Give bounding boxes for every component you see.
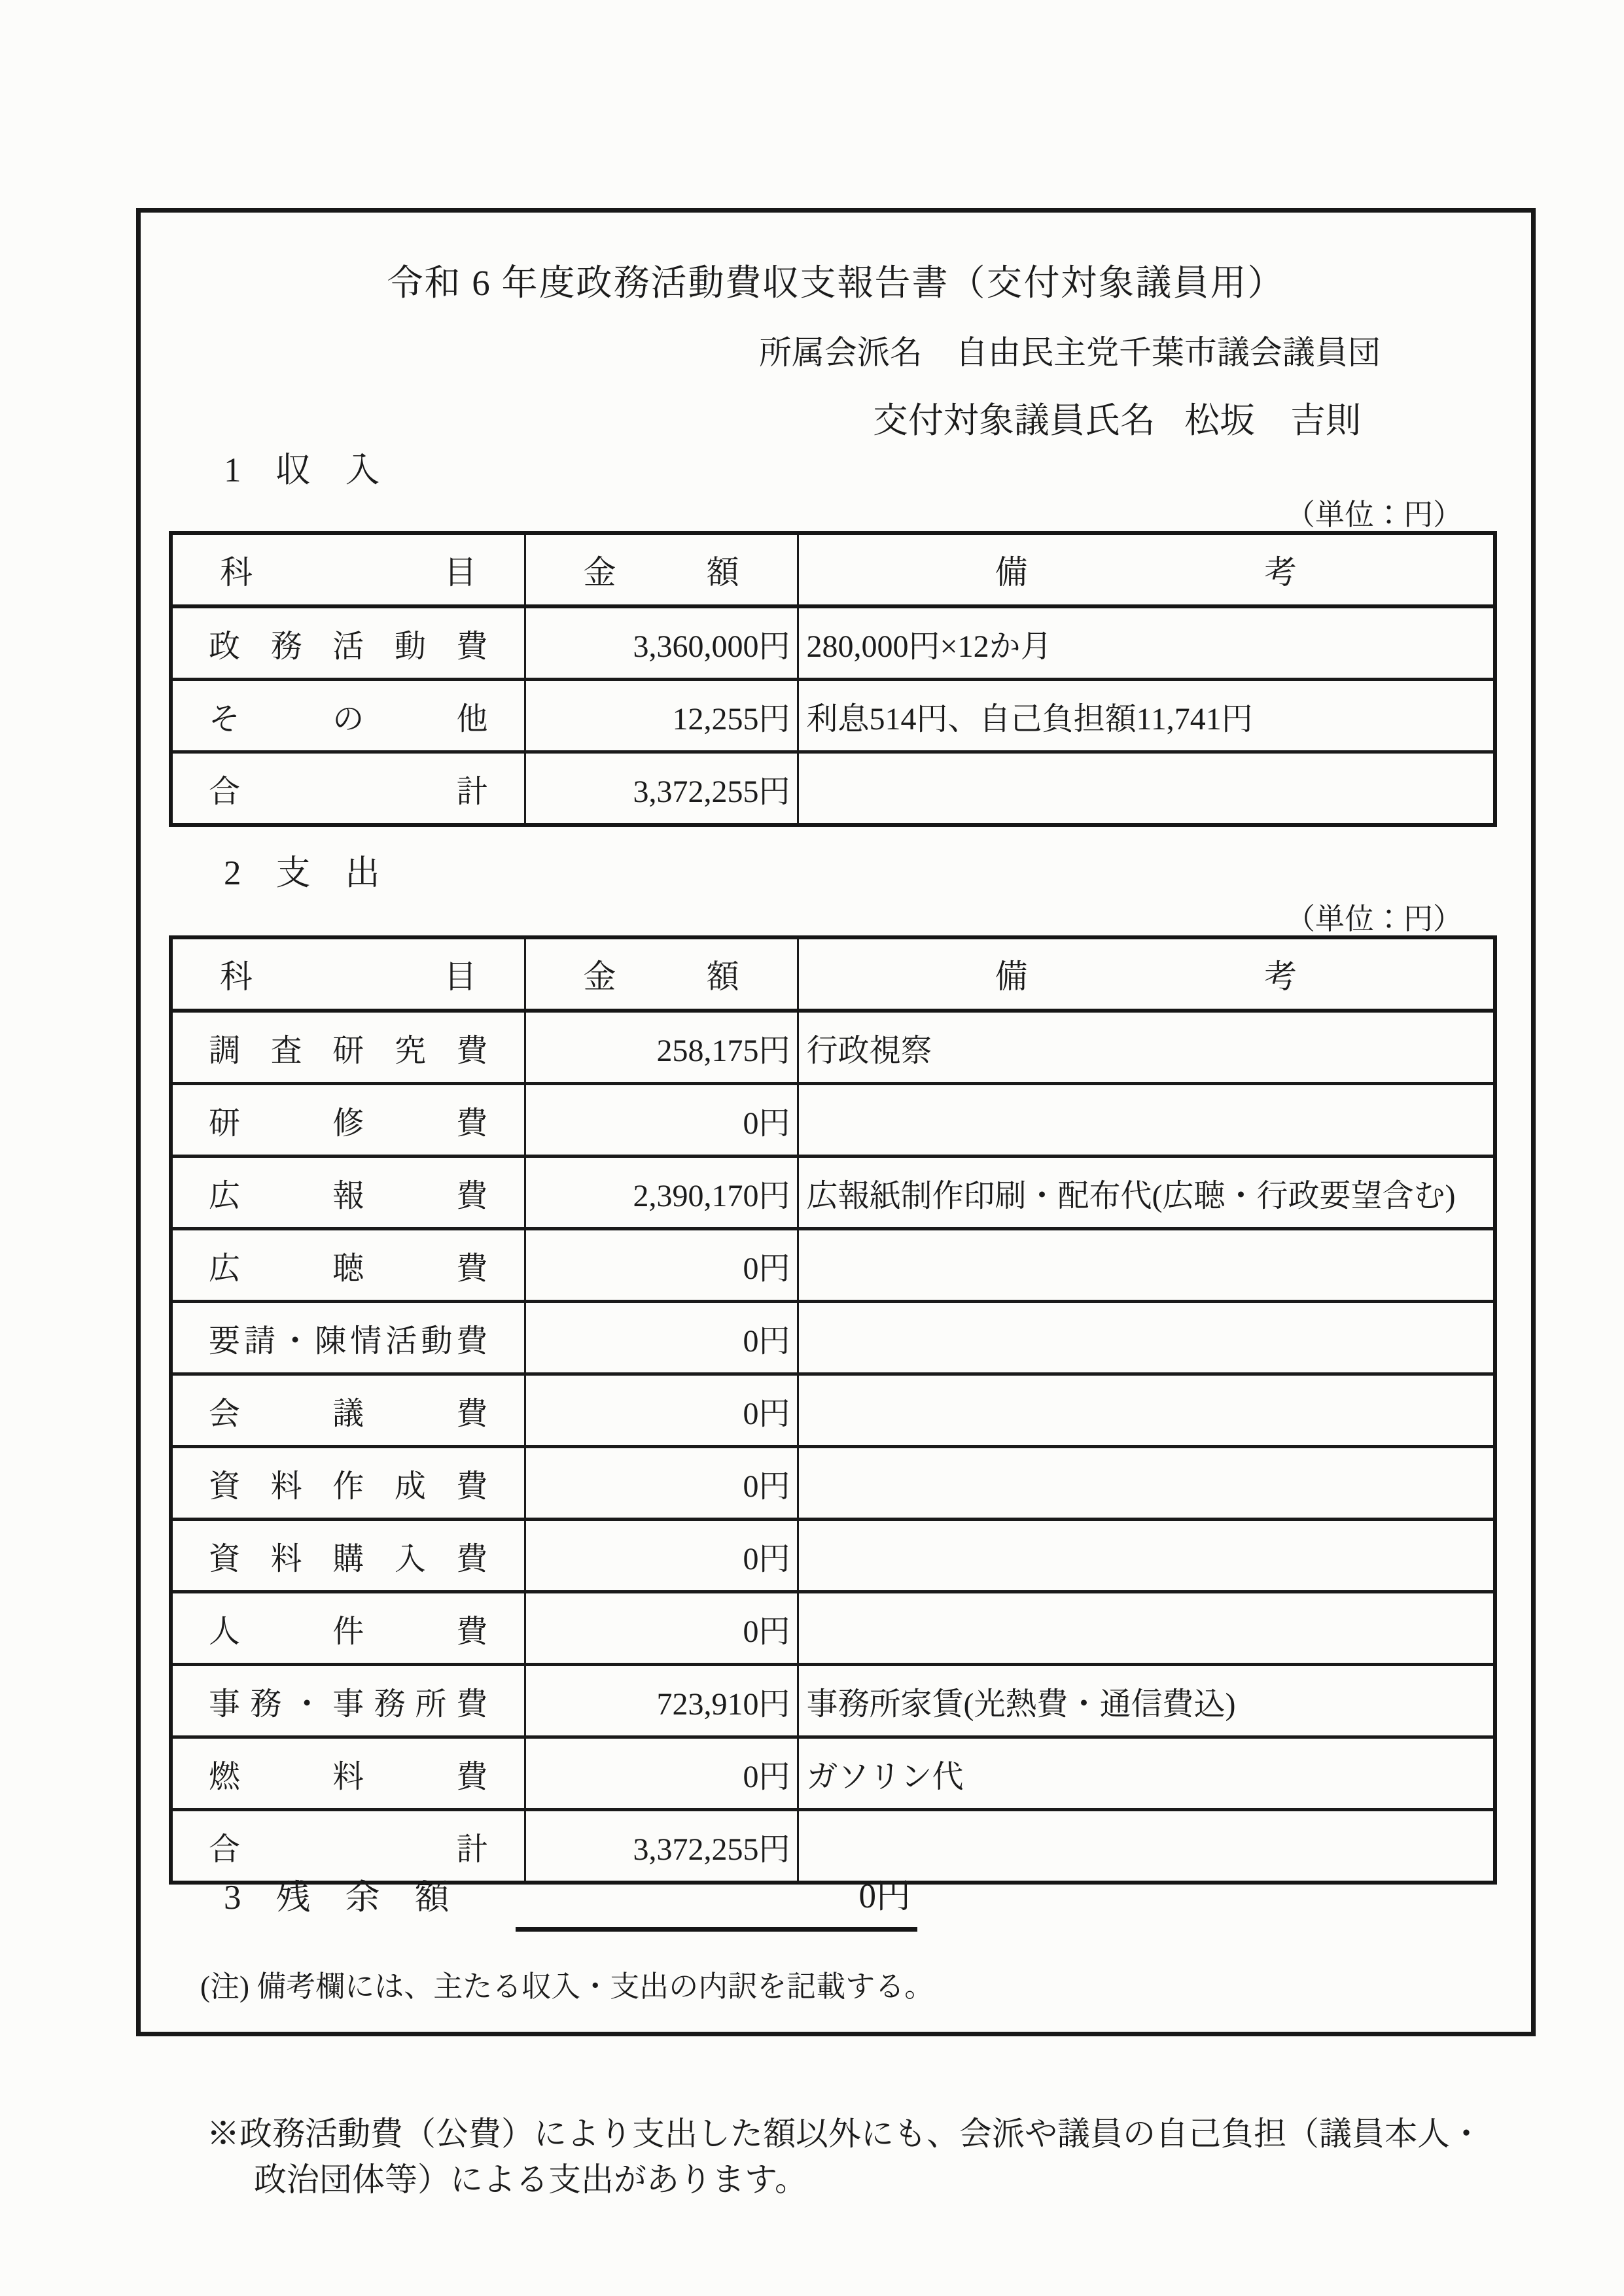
expense-note: [798, 1302, 1495, 1374]
expense-item: 要請・陳情活動費: [171, 1302, 525, 1374]
income-item: その他: [171, 680, 525, 752]
expense-amount: 0円: [525, 1229, 798, 1302]
expense-note: [798, 1374, 1495, 1447]
expense-item: 合計: [171, 1810, 525, 1883]
table-row: [171, 1157, 1495, 1229]
affiliation-line: [759, 326, 1381, 374]
expense-col-item: 科目: [171, 937, 525, 1011]
expense-item: 研修費: [171, 1084, 525, 1157]
member-label: 交付対象議員氏名: [873, 401, 1156, 440]
residual-section-heading: 3 残 余 額: [224, 1879, 450, 1917]
remark-column-note: (注) 備考欄には、主たる収入・支出の内訳を記載する。: [200, 1970, 934, 2003]
expense-amount: 0円: [525, 1302, 798, 1374]
income-note: 利息514円、自己負担額11,741円: [798, 680, 1495, 752]
income-note: [798, 752, 1495, 826]
residual-amount-underlined: 0円: [516, 1868, 917, 1932]
expense-section-heading: 2 支 出: [224, 854, 380, 892]
expense-note: [798, 1447, 1495, 1520]
expense-item: 広聴費: [171, 1229, 525, 1302]
expense-amount: 0円: [525, 1447, 798, 1520]
expense-item: 調査研究費: [171, 1011, 525, 1084]
expense-col-amount: 金額: [525, 937, 798, 1011]
table-row: [171, 1084, 1495, 1157]
expense-note: [798, 1084, 1495, 1157]
income-item: 政務活動費: [171, 606, 525, 680]
expense-item: 会議費: [171, 1374, 525, 1447]
expense-note: [798, 1229, 1495, 1302]
table-row: [171, 1520, 1495, 1592]
expense-amount: 0円: [525, 1737, 798, 1810]
income-item: 合計: [171, 752, 525, 826]
expense-note: ガソリン代: [798, 1737, 1495, 1810]
expense-col-note: 備考: [798, 937, 1495, 1011]
table-row: [171, 1374, 1495, 1447]
income-unit-note: （単位：円）: [1285, 498, 1462, 531]
table-row: [171, 1447, 1495, 1520]
income-col-note: 備考: [798, 533, 1495, 606]
affiliation-value: 自由民主党千葉市議会議員団: [955, 334, 1381, 371]
member-value: 松坂 吉則: [1184, 401, 1361, 440]
income-amount: 3,372,255円: [525, 752, 798, 826]
footer-note-line1: ※政務活動費（公費）により支出した額以外にも、会派や議員の自己負担（議員本人・: [207, 2115, 1483, 2152]
expense-note: 行政視察: [798, 1011, 1495, 1084]
income-note: 280,000円×12か月: [798, 606, 1495, 680]
expense-note: 広報紙制作印刷・配布代(広聴・行政要望含む): [798, 1157, 1495, 1229]
expense-note: [798, 1520, 1495, 1592]
income-col-item: 科目: [171, 533, 525, 606]
table-row: [171, 752, 1495, 826]
table-row: [171, 1229, 1495, 1302]
expense-unit-note: （単位：円）: [1285, 903, 1462, 935]
expense-amount: 0円: [525, 1520, 798, 1592]
income-col-amount: 金額: [525, 533, 798, 606]
expense-item: 資料購入費: [171, 1520, 525, 1592]
expense-note: 事務所家賃(光熱費・通信費込): [798, 1665, 1495, 1737]
income-section-heading: 1 収 入: [224, 451, 380, 489]
expense-amount: 723,910円: [525, 1665, 798, 1737]
affiliation-label: 所属会派名: [759, 334, 923, 371]
table-row: [171, 1737, 1495, 1810]
expense-note: [798, 1592, 1495, 1665]
income-amount: 3,360,000円: [525, 606, 798, 680]
table-row: [171, 1592, 1495, 1665]
expense-item: 人件費: [171, 1592, 525, 1665]
expense-item: 事務・事務所費: [171, 1665, 525, 1737]
income-table: [169, 531, 1497, 827]
member-line: [873, 392, 1361, 443]
expense-amount: 0円: [525, 1374, 798, 1447]
report-title: 令和 6 年度政務活動費収支報告書（交付対象議員用）: [387, 263, 1285, 303]
expense-amount: 0円: [525, 1592, 798, 1665]
expense-item: 燃料費: [171, 1737, 525, 1810]
expense-table: [169, 935, 1497, 1885]
expense-amount: 3,372,255円: [525, 1810, 798, 1883]
table-row: [171, 1302, 1495, 1374]
expense-header-row: [171, 937, 1495, 1011]
expense-amount: 258,175円: [525, 1011, 798, 1084]
income-header-row: [171, 533, 1495, 606]
expense-item: 広報費: [171, 1157, 525, 1229]
expense-amount: 2,390,170円: [525, 1157, 798, 1229]
table-row: [171, 680, 1495, 752]
expense-item: 資料作成費: [171, 1447, 525, 1520]
expense-amount: 0円: [525, 1084, 798, 1157]
table-row: [171, 1011, 1495, 1084]
table-row: [171, 606, 1495, 680]
table-row: [171, 1665, 1495, 1737]
income-amount: 12,255円: [525, 680, 798, 752]
footer-note-line2: 政治団体等）による支出があります。: [254, 2161, 807, 2198]
